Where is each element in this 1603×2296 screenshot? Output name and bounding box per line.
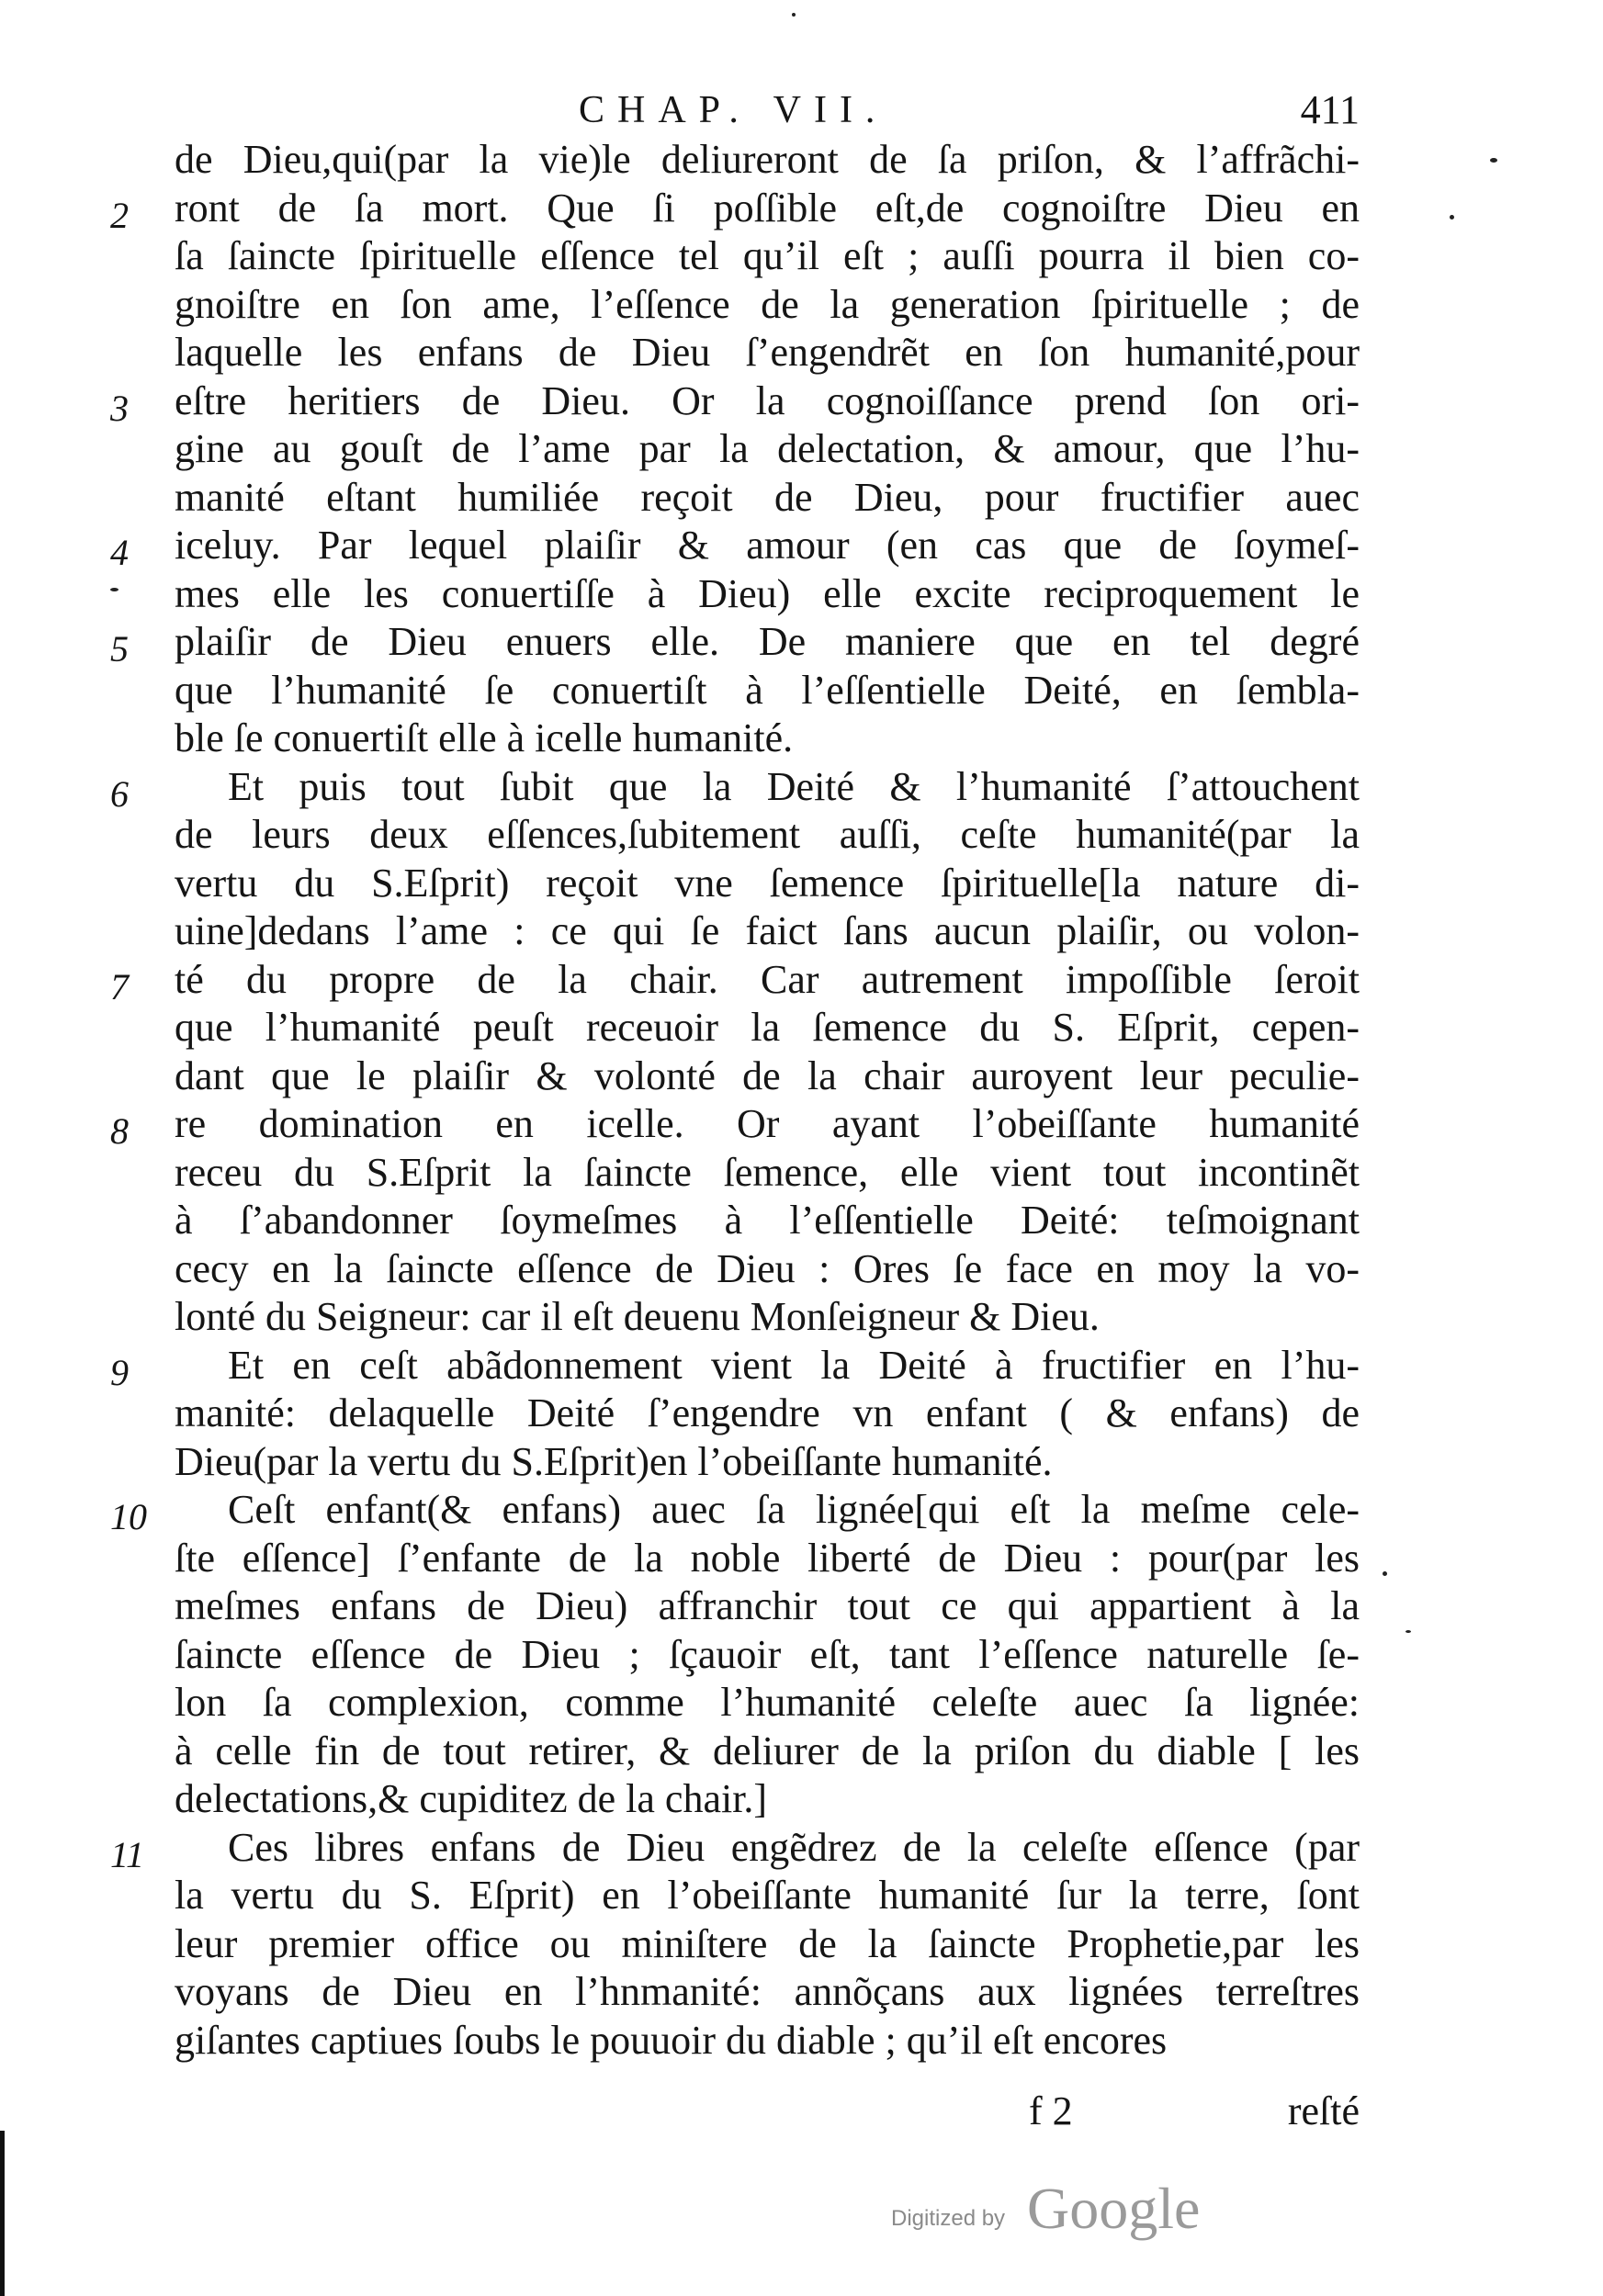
line-text: lonté du Seigneur: car il eſt deuenu Monſeigneur & Dieu. (175, 1294, 1100, 1339)
ink-speck (1490, 158, 1497, 163)
verse-number: 2 (110, 194, 129, 236)
text-line (175, 1390, 1360, 1438)
ink-speck (792, 13, 796, 17)
text-line (175, 1582, 1360, 1631)
line-text: gnoiſtre en ſon ame, l’eſſence de la generation ſpirituelle ; de (175, 281, 1360, 327)
line-text: à ſ’abandonner ſoymeſmes à l’eſſentielle Deité: teſmoignant (175, 1198, 1360, 1243)
line-text: de leurs deux eſſences,ſubitement auſſi, ceſte humanité(par la (175, 812, 1360, 857)
verse-number: 10 (110, 1496, 147, 1537)
text-line (175, 1631, 1360, 1680)
ink-speck (1450, 215, 1454, 219)
page-footer (175, 2088, 1360, 2135)
line-text: receu du S.Eſprit la ſaincte ſemence, elle vient tout incontinẽt (175, 1149, 1360, 1195)
line-text: té du propre de la chair. Car autrement impoſſible ſeroit (175, 956, 1360, 1002)
body-text (110, 136, 1360, 2065)
line-text: à celle fin de tout retirer, & deliurer de la priſon du diable [ les (175, 1728, 1360, 1773)
text-line (175, 1920, 1360, 1969)
text-line (175, 1052, 1360, 1101)
digitized-by-label: Digitized by (891, 2206, 1006, 2231)
line-text: Et puis tout ſubit que la Deité & l’humanité ſ’attouchent (228, 763, 1360, 809)
line-text: ront de ſa mort. Que ſi poſſible eſt,de cognoiſtre Dieu en (175, 185, 1360, 231)
text-line (110, 1100, 1360, 1152)
line-text: de Dieu,qui(par la vie)le deliureront de ſa priſon, & l’affrãchi- (175, 137, 1360, 182)
line-text: Ceſt enfant(& enfans) auec ſa lignée[qui eſt la meſme cele- (228, 1487, 1360, 1532)
line-text: cecy en la ſaincte eſſence de Dieu : Ores ſe face en moy la vo- (175, 1245, 1360, 1291)
text-line (110, 1342, 1360, 1393)
text-line (175, 2017, 1360, 2065)
line-text: voyans de Dieu en l’hnmanité: annõçans aux lignées terreſtres (175, 1969, 1360, 2014)
text-line (175, 860, 1360, 908)
line-text: giſantes captiues ſoubs le pouuoir du diable ; qu’il eſt encores (175, 2017, 1168, 2063)
ink-speck (1383, 1571, 1387, 1576)
line-text: mes elle les conuertiſſe à Dieu) elle excite reciproquement le (175, 570, 1360, 616)
verse-number: 6 (110, 772, 129, 815)
text-line (175, 1197, 1360, 1245)
text-line (175, 1872, 1360, 1920)
line-text: laquelle les enfans de Dieu ſ’engendrẽt en ſon humanité,pour (175, 330, 1360, 375)
line-text: Dieu(par la vertu du S.Eſprit)en l’obeiſſante humanité. (175, 1438, 1053, 1484)
text-line (110, 522, 1360, 573)
verse-number: 3 (110, 387, 129, 429)
text-line (175, 1293, 1360, 1342)
line-text: manité: delaquelle Deité ſ’engendre vn enfant ( & enfans) de (175, 1390, 1360, 1435)
text-line (175, 570, 1360, 619)
text-line (175, 1728, 1360, 1776)
line-text: Ces libres enfans de Dieu engẽdrez de la celeſte eſſence (par (228, 1824, 1360, 1870)
line-text: lon ſa complexion, comme l’humanité celeſte auec ſa lignée: (175, 1680, 1360, 1725)
line-text: ſte eſſence] ſ’enfante de la noble liberté de Dieu : pour(par les (175, 1535, 1360, 1581)
line-text: delectations,& cupiditez de la chair.] (175, 1776, 768, 1821)
line-text: ſa ſaincte ſpirituelle eſſence tel qu’il eſt ; auſſi pourra il bien co- (175, 233, 1360, 278)
text-line (175, 1968, 1360, 2017)
line-text: plaiſir de Dieu enuers elle. De maniere que en tel degré (175, 619, 1360, 664)
text-line (175, 1149, 1360, 1198)
line-text: dant que le plaiſir & volonté de la chair auroyent leur peculie- (175, 1052, 1360, 1098)
line-text: ſaincte eſſence de Dieu ; ſçauoir eſt, tant l’eſſence naturelle ſe- (175, 1631, 1360, 1677)
catchword: reſté (1287, 2088, 1360, 2133)
verse-number: 9 (110, 1351, 129, 1393)
line-text: manité eſtant humiliée reçoit de Dieu, pour fructifier auec (175, 474, 1360, 520)
text-line (110, 956, 1360, 1007)
page-header (165, 83, 1360, 138)
text-line (110, 377, 1360, 429)
line-text: re domination en icelle. Or ayant l’obeiſſante humanité (175, 1101, 1360, 1146)
line-text: gine au gouſt de l’ame par la delectation, & amour, que l’hu- (175, 426, 1360, 471)
verse-number: 7 (110, 965, 129, 1007)
text-line (110, 618, 1360, 670)
line-text: ble ſe conuertiſt elle à icelle humanité. (175, 715, 794, 760)
line-text: iceluy. Par lequel plaiſir & amour (en cas que de ſoymeſ- (175, 523, 1360, 568)
line-text: eſtre heritiers de Dieu. Or la cognoiſſance prend ſon ori- (175, 377, 1360, 423)
line-text: Et en ceſt abãdonnement vient la Deité à fructifier en l’hu- (228, 1342, 1360, 1388)
google-logo: Google (1027, 2176, 1201, 2241)
text-line (175, 715, 1360, 763)
line-text: meſmes enfans de Dieu) affranchir tout ce qui appartient à la (175, 1583, 1360, 1628)
line-text: que l’humanité ſe conuertiſt à l’eſſentielle Deité, en ſembla- (175, 667, 1360, 713)
text-line (175, 1535, 1360, 1583)
line-text: vertu du S.Eſprit) reçoit vne ſemence ſpirituelle[la nature di- (175, 860, 1360, 906)
text-line (175, 667, 1360, 715)
text-line (175, 1775, 1360, 1824)
text-line (175, 1679, 1360, 1728)
text-line (175, 474, 1360, 523)
line-text: leur premier office ou miniſtere de la ſaincte Prophetie,par les (175, 1920, 1360, 1966)
verse-number: 11 (110, 1833, 145, 1875)
running-head: CHAP. VII. (579, 89, 888, 131)
text-line (110, 185, 1360, 236)
signature-mark: f 2 (1029, 2088, 1073, 2133)
text-line (110, 1824, 1360, 1875)
text-line (175, 1245, 1360, 1294)
page-edge-shadow (0, 2131, 5, 2296)
text-line (175, 907, 1360, 956)
text-line (175, 281, 1360, 330)
text-line (175, 1004, 1360, 1052)
ink-speck (110, 588, 119, 591)
verse-number: 8 (110, 1110, 129, 1152)
text-line (175, 425, 1360, 474)
text-line (175, 232, 1360, 281)
line-text: la vertu du S. Eſprit) en l’obeiſſante humanité ſur la terre, ſont (175, 1873, 1360, 1918)
page-number: 411 (1300, 87, 1360, 132)
verse-number: 5 (110, 628, 129, 670)
text-line (110, 763, 1360, 815)
text-line (110, 1486, 1360, 1537)
line-text: que l’humanité peuſt receuoir la ſemence du S. Eſprit, cepen- (175, 1005, 1360, 1050)
text-line (175, 136, 1360, 185)
ink-speck (1405, 1630, 1411, 1633)
text-line (175, 1438, 1360, 1487)
line-text: uine]dedans l’ame : ce qui ſe faict ſans aucun plaiſir, ou volon- (175, 908, 1360, 953)
text-line (175, 811, 1360, 860)
text-line (175, 329, 1360, 377)
verse-number: 4 (110, 532, 129, 573)
